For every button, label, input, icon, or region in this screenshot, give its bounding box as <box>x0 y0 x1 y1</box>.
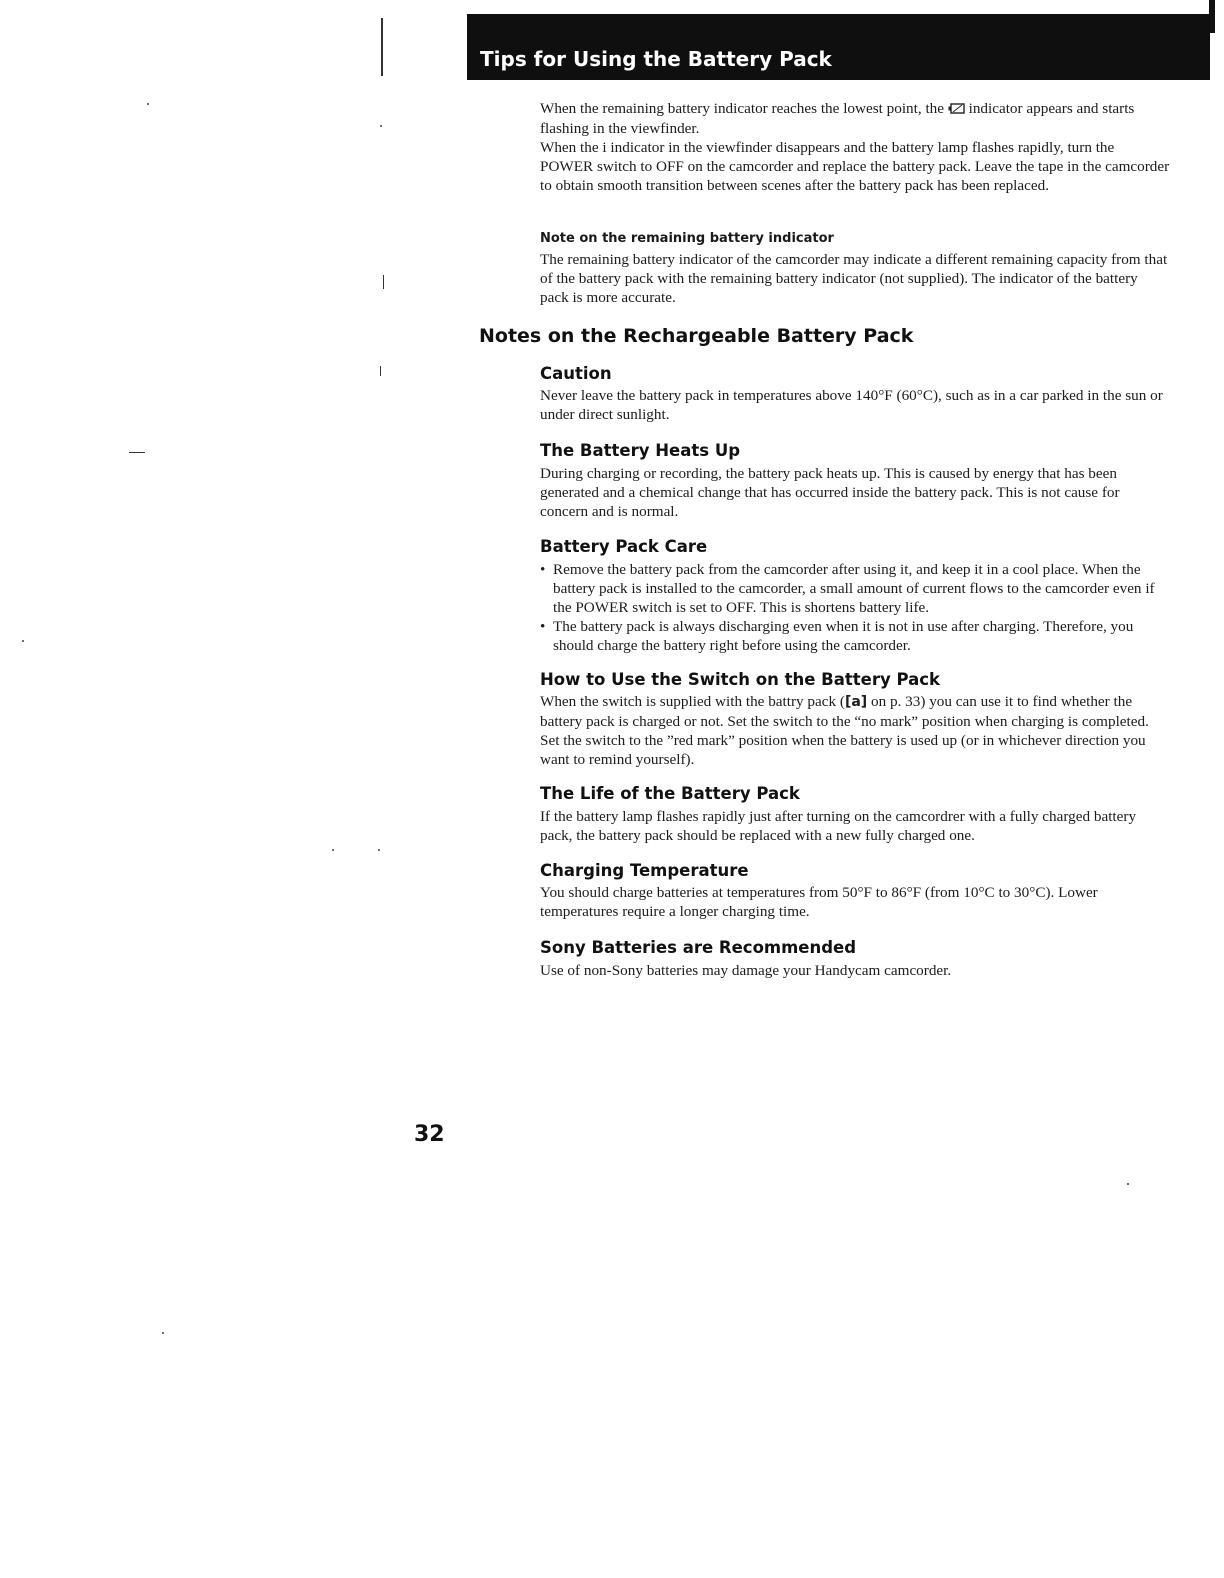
intro-text <box>540 99 1170 195</box>
intro-paragraph-1 <box>540 99 1170 138</box>
scan-margin-line <box>383 275 384 289</box>
care-bullet-list <box>540 560 1170 655</box>
switch-text-part: When the switch is supplied with the battry pack ( <box>540 693 845 710</box>
intro-text-part: When the remaining battery indicator reaches the lowest point, the <box>540 100 945 117</box>
note-body: The remaining battery indicator of the camcorder may indicate a different remaining capacity from that of the battery pack with the remaining battery indicator (not supplied). The indicator of the battery pack is more accurate. <box>540 251 1168 306</box>
switch-text-part: on p. 33) you can use it to find whether the battery pack is charged or not. Set the switch to the “no mark” position when charging is completed. Set the switch to the ”red mark” position when the battery is used up (or in whichever direction you want to remind yourself). <box>540 693 1149 768</box>
battery-empty-icon <box>948 100 965 119</box>
intro-paragraph-2: When the i indicator in the viewfinder disappears and the battery lamp flashes rapidly, turn the POWER switch to OFF on the camcorder and replace the battery pack. Leave the tape in the camcorder to obtain smooth transition between scenes after the battery pack has been replaced. <box>540 139 1170 194</box>
life-body: If the battery lamp flashes rapidly just after turning on the camcordrer with a fully charged battery pack, the battery pack should be replaced with a new fully charged one. <box>540 808 1137 844</box>
scan-margin-line <box>129 452 145 453</box>
scan-dot <box>380 125 382 127</box>
life-heading: The Life of the Battery Pack <box>540 784 800 803</box>
sony-body: Use of non-Sony batteries may damage your Handycam camcorder. <box>540 962 952 979</box>
scan-margin-line <box>381 18 383 76</box>
caution-heading: Caution <box>540 364 612 383</box>
page-number: 32 <box>414 1122 445 1147</box>
section-title: Notes on the Rechargeable Battery Pack <box>479 325 914 347</box>
heats-up-body: During charging or recording, the battery pack heats up. This is caused by energy that has been generated and a chemical change that has occurred inside the battery pack. This is not cause for concern and is normal. <box>540 465 1120 520</box>
caution-body: Never leave the battery pack in temperatures above 140°F (60°C), such as in a car parked in the sun or under direct sunlight. <box>540 387 1163 423</box>
heats-up-heading: The Battery Heats Up <box>540 441 741 460</box>
scan-dot <box>332 849 334 851</box>
switch-heading: How to Use the Switch on the Battery Pack <box>540 670 941 689</box>
page-title: Tips for Using the Battery Pack <box>480 47 832 71</box>
scan-dot <box>1127 1183 1129 1185</box>
figure-reference: [a] <box>844 694 868 710</box>
scan-dot <box>162 1332 164 1334</box>
scan-dot <box>147 103 149 105</box>
scan-margin-line <box>380 366 381 376</box>
care-heading: Battery Pack Care <box>540 537 708 556</box>
note-heading: Note on the remaining battery indicator <box>540 231 834 246</box>
temperature-body: You should charge batteries at temperatures from 50°F to 86°F (from 10°C to 30°C). Lower temperatures require a longer charging time. <box>540 884 1098 920</box>
list-item: • Remove the battery pack from the camcorder after using it, and keep it in a cool place. When the battery pack is installed to the camcorder, a small amount of current flows to the camcorder even if the POWER switch is set to OFF. This is shortens battery life. <box>540 560 1170 617</box>
scan-dot <box>378 849 380 851</box>
intro-text-part: indicator appears and starts flashing in the viewfinder. <box>540 100 1135 137</box>
header-bar <box>467 14 1210 80</box>
list-item: • The battery pack is always discharging even when it is not in use after charging. Therefore, you should charge the battery right before using the camcorder. <box>540 617 1170 655</box>
care-body <box>540 560 1170 655</box>
sony-heading: Sony Batteries are Recommended <box>540 938 857 957</box>
scan-dot <box>22 640 24 642</box>
temperature-heading: Charging Temperature <box>540 861 749 880</box>
switch-body <box>540 692 1170 769</box>
